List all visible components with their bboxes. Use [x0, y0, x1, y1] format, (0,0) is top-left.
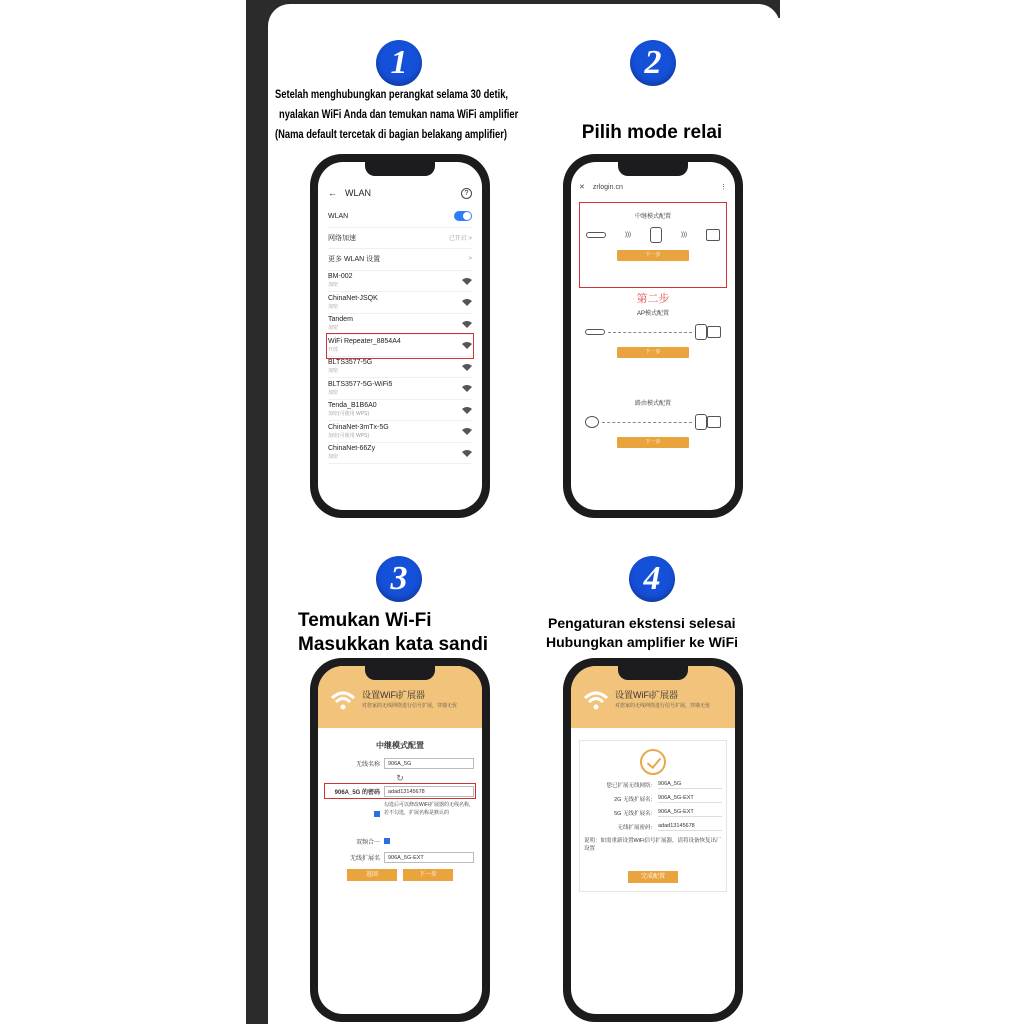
router-icon [586, 232, 606, 238]
network-name: BM-002 [328, 273, 353, 281]
form-title: 中继模式配置 [376, 741, 424, 750]
cable-line [602, 422, 692, 423]
network-row[interactable] [328, 378, 472, 400]
step-1-caption-line1: Setelah menghubungkan perangkat selama 30 detik, [275, 87, 509, 101]
password-input[interactable]: adad13145678 [384, 786, 474, 797]
more-settings-label: 更多 WLAN 设置 [328, 256, 381, 264]
network-security: 加密(可使用 WPS) [328, 411, 370, 418]
rename-checkbox[interactable] [374, 811, 380, 817]
form-buttons [326, 869, 474, 881]
network-security: 加密 [328, 303, 339, 310]
wifi-signal-icon [462, 449, 472, 457]
info-value: adad13145678 [658, 823, 722, 831]
ext-name-label: 无线扩展名 [349, 855, 380, 862]
wlan-toggle-row[interactable] [328, 206, 472, 228]
network-name: WiFi Repeater_8854A4 [328, 337, 401, 345]
left-dark-border [246, 0, 270, 1024]
network-accel-row[interactable] [328, 228, 472, 250]
dual-band-checkbox[interactable] [384, 838, 390, 844]
info-value: 906A_5G [658, 781, 722, 789]
ssid-label: 无线名称 [355, 761, 380, 768]
info-label: 5G 无线扩展名: [614, 811, 652, 817]
done-subtitle: 对您家的无线网络进行信号扩展，穿墙无忧 [615, 703, 711, 709]
step-4-caption-line2: Hubungkan amplifier ke WiFi [546, 634, 739, 650]
wifi-signal-icon [462, 320, 472, 328]
wifi-signal-icon [462, 427, 472, 435]
phone-setup [310, 658, 490, 1022]
network-row-highlighted[interactable] [328, 335, 472, 357]
network-name: BLTS3577-5G [328, 359, 373, 367]
setup-screen [318, 666, 482, 1014]
info-value: 906A_5G-EXT [658, 809, 722, 817]
step-3-badge: 3 [376, 556, 422, 602]
step-3-caption-line1: Temukan Wi-Fi [298, 610, 432, 631]
network-row[interactable] [328, 314, 472, 336]
network-accel-meta: 已开启 > [448, 236, 472, 243]
mode-title: 中继模式配置 [634, 214, 671, 220]
info-row [584, 795, 722, 803]
setup-title: 设置WiFi扩展器 [362, 690, 425, 700]
refresh-icon[interactable]: ↻ [396, 773, 404, 783]
network-row[interactable] [328, 400, 472, 422]
info-row [584, 823, 722, 831]
rename-option-row [326, 801, 474, 831]
network-row[interactable] [328, 443, 472, 465]
network-name: ChinaNet-JSQK [328, 294, 378, 302]
url-text: zrlogin.cn [592, 183, 623, 191]
repeater-form [326, 734, 474, 881]
close-icon[interactable]: ✕ [579, 184, 585, 191]
wifi-signal-icon [462, 406, 472, 414]
help-icon[interactable]: ? [461, 188, 472, 199]
wlan-list [328, 206, 472, 464]
repeater-mode-card[interactable] [579, 202, 727, 288]
wifi-signal-icon [462, 298, 472, 306]
next-button[interactable]: 下一步 [617, 347, 689, 358]
finish-button[interactable]: 完成配置 [628, 871, 678, 883]
network-name: ChinaNet-3mTx-5G [328, 423, 389, 431]
step-1-caption-line3: (Nama default tercetak di bagian belakang amplifier) [275, 127, 507, 141]
ext-name-row [326, 851, 474, 863]
ext-name-input[interactable]: 906A_5G-EXT [384, 852, 474, 863]
wlan-header [328, 182, 472, 204]
network-security: 加密 [328, 282, 339, 289]
next-button[interactable]: 下一步 [617, 437, 689, 448]
back-arrow-icon[interactable]: ← [328, 188, 337, 198]
cable-line [608, 332, 692, 333]
step-1-caption-line2: nyalakan WiFi Anda dan temukan nama WiFi amplifier [279, 107, 519, 121]
network-security: 开放 [328, 346, 339, 353]
globe-icon [585, 416, 599, 428]
signal-wave-icon: ))) [625, 232, 631, 238]
password-row [326, 785, 474, 797]
network-security: 加密 [328, 454, 339, 461]
step-1-badge: 1 [376, 40, 422, 86]
ssid-row [326, 757, 474, 769]
phone-wlan [310, 154, 490, 518]
step-2-caption: Pilih mode relai [581, 122, 723, 143]
info-row [584, 781, 722, 789]
step-2-badge: 2 [630, 40, 676, 86]
step-4-badge: 4 [629, 556, 675, 602]
network-accel-label: 网络加速 [328, 234, 356, 242]
mode-diagram [579, 317, 727, 347]
network-row[interactable] [328, 292, 472, 314]
wifi-signal-icon [462, 277, 472, 285]
signal-wave-icon: ))) [681, 232, 687, 238]
phone-mode-select [563, 154, 743, 518]
network-security: 加密 [328, 368, 339, 375]
mode-diagram [580, 220, 726, 250]
notch [618, 666, 688, 680]
notch [365, 666, 435, 680]
done-info-box [579, 740, 727, 892]
devices-icon [706, 229, 720, 241]
step-4-caption-line1: Pengaturan ekstensi selesai [548, 615, 736, 631]
network-name: Tandem [328, 316, 353, 324]
rename-note: 勾选后可以修改WiFi扩展器的无线名称，若不勾选，扩展名称是默认的 [384, 802, 474, 816]
ssid-select[interactable]: 906A_5G [384, 758, 474, 769]
step-label: 第二步 [636, 293, 670, 305]
router-mode-card[interactable] [579, 398, 727, 448]
wifi-signal-icon [462, 384, 472, 392]
info-label: 您已扩展无线网络: [606, 783, 652, 789]
network-security: 加密 [328, 325, 339, 332]
info-label: 无线扩展密码: [617, 825, 652, 831]
setup-subtitle: 对您家的无线网络进行信号扩展，穿墙无忧 [362, 703, 458, 709]
ap-mode-card[interactable] [579, 308, 727, 358]
wlan-toggle-label: WLAN [328, 212, 349, 220]
network-row[interactable] [328, 271, 472, 293]
menu-icon[interactable]: ⋮ [720, 184, 727, 191]
step-3-caption-line2: Masukkan kata sandi [298, 634, 489, 655]
wlan-toggle-switch[interactable] [454, 211, 472, 221]
chevron-right-icon: > [468, 256, 472, 263]
next-button[interactable]: 下一步 [403, 869, 453, 881]
wlan-screen [318, 162, 482, 510]
info-row [584, 809, 722, 817]
wifi-signal-icon [462, 363, 472, 371]
done-title: 设置WiFi扩展器 [615, 690, 678, 700]
repeater-icon [695, 324, 707, 340]
network-name: Tenda_B1B6A0 [328, 402, 377, 410]
mode-screen [571, 162, 735, 510]
wifi-signal-icon [462, 341, 472, 349]
notch [365, 162, 435, 176]
phone-done [563, 658, 743, 1022]
browser-url-bar [579, 180, 727, 194]
dual-band-row [326, 835, 474, 847]
wifi-icon [330, 690, 356, 712]
more-settings-row[interactable] [328, 249, 472, 271]
network-name: BLTS3577-5G-WiFi5 [328, 380, 393, 388]
network-security: 加密(可使用 WPS) [328, 432, 370, 439]
mode-diagram [579, 407, 727, 437]
done-screen [571, 666, 735, 1014]
step-separator [579, 290, 727, 306]
check-circle-icon [640, 749, 666, 775]
network-row[interactable] [328, 357, 472, 379]
done-note: 说明：如需重新设置WiFi信号扩展器，请将设备恢复出厂设置 [584, 838, 722, 852]
devices-icon [707, 416, 721, 428]
info-value: 906A_5G-EXT [658, 795, 722, 803]
mode-title: AP模式配置 [636, 311, 669, 317]
devices-icon [707, 326, 721, 338]
network-security: 加密 [328, 389, 339, 396]
repeater-icon [650, 227, 662, 243]
mode-title: 路由模式配置 [634, 401, 671, 407]
wlan-title: WLAN [345, 188, 372, 198]
next-button[interactable]: 下一步 [617, 250, 689, 261]
info-label: 2G 无线扩展名: [614, 797, 652, 803]
back-button[interactable]: 返回 [347, 869, 397, 881]
password-label: 906A_5G 的密码 [334, 789, 380, 796]
network-name: ChinaNet-66Zy [328, 445, 376, 453]
network-row[interactable] [328, 421, 472, 443]
wifi-icon [583, 690, 609, 712]
router-icon [585, 329, 605, 335]
notch [618, 162, 688, 176]
repeater-icon [695, 414, 707, 430]
dual-band-label: 双频合一 [355, 839, 380, 846]
